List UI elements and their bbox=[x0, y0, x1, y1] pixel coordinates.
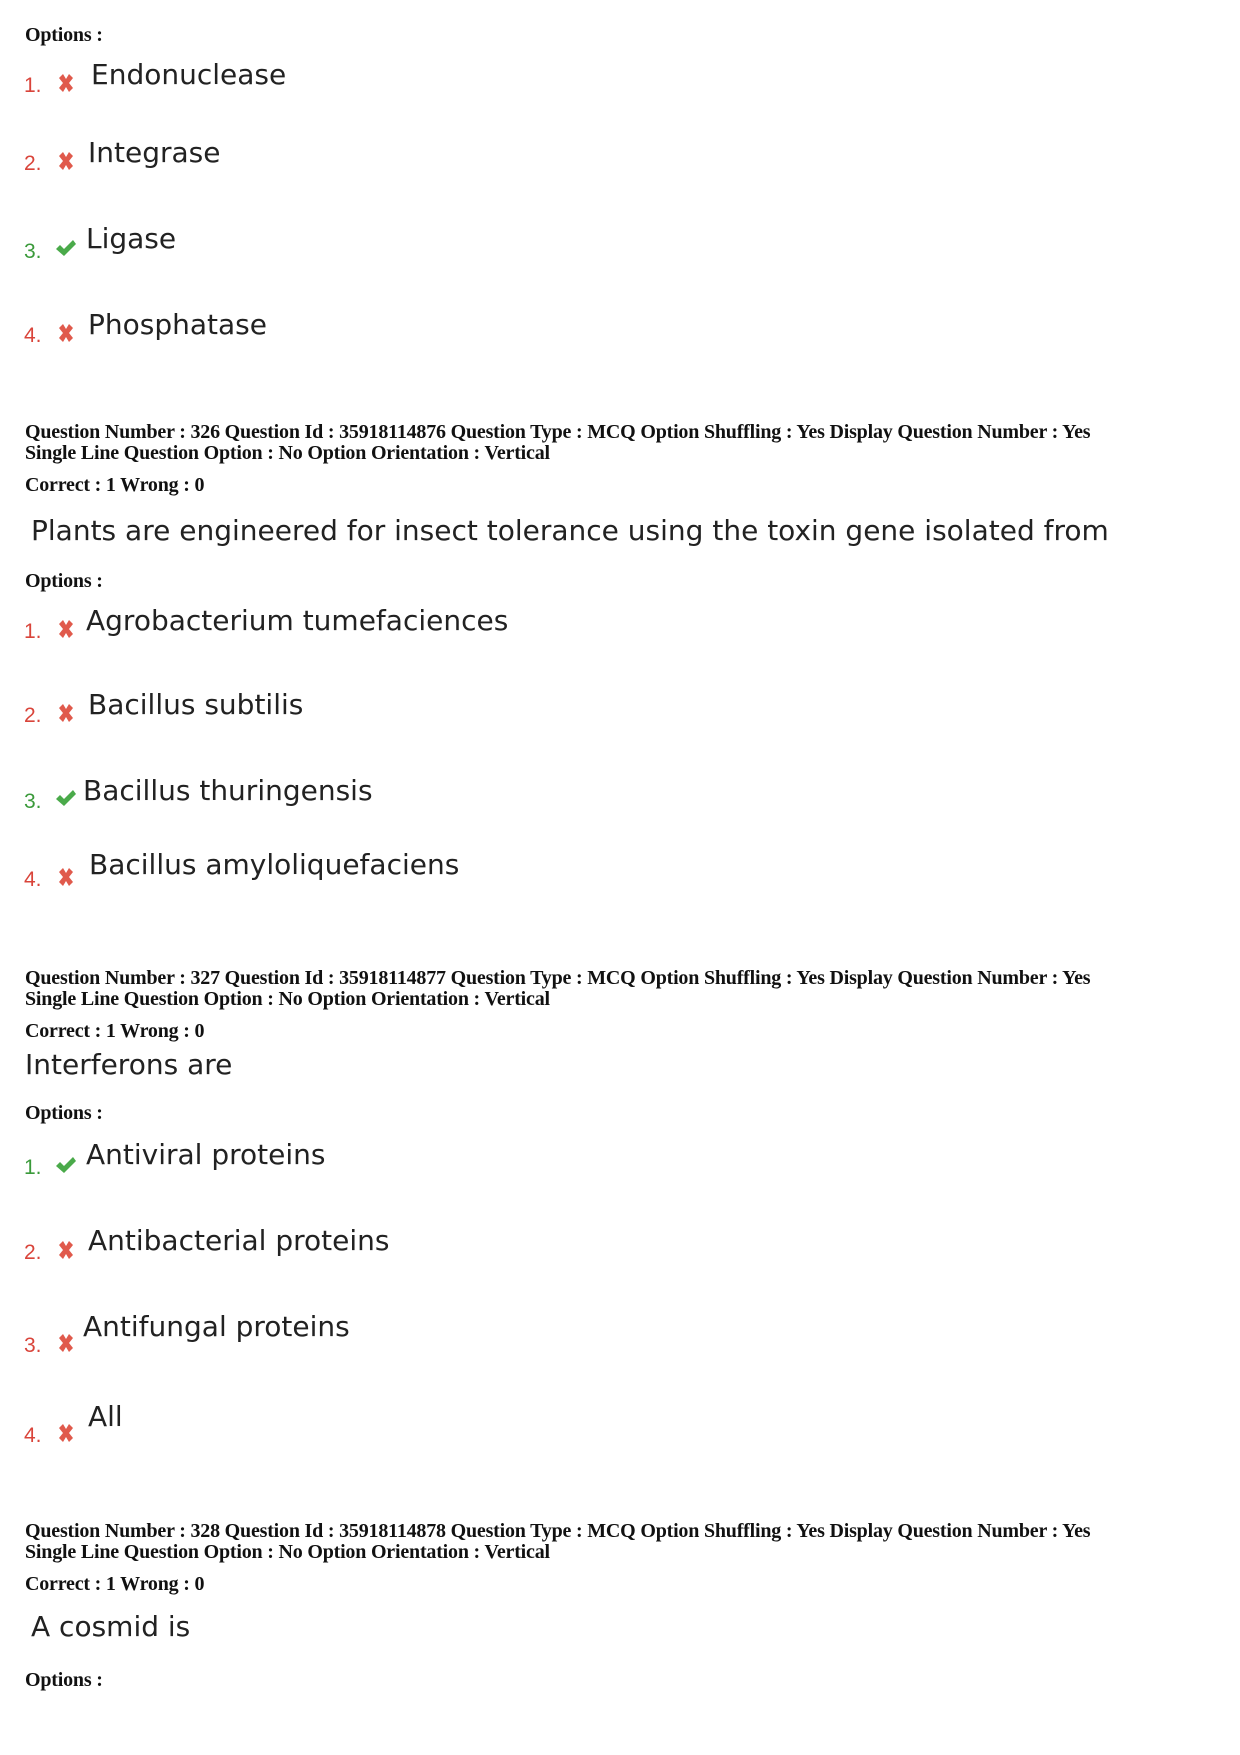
option-number: 1. bbox=[24, 74, 42, 97]
option-text: Integrase bbox=[88, 136, 221, 169]
cross-icon bbox=[54, 701, 78, 725]
option-number: 1. bbox=[24, 620, 42, 643]
cross-icon bbox=[54, 149, 78, 173]
options-label: Options : bbox=[25, 570, 103, 592]
option-text: Agrobacterium tumefaciences bbox=[86, 604, 509, 637]
option-4 bbox=[24, 848, 724, 898]
question-meta bbox=[25, 968, 1090, 1010]
option-number: 3. bbox=[24, 240, 42, 263]
question-meta-line: Question Number : 328 Question Id : 35918114878 Question Type : MCQ Option Shuffling : Yes Display Question Number : Yes bbox=[25, 1520, 1091, 1542]
option-3 bbox=[24, 774, 724, 824]
option-number: 4. bbox=[24, 1424, 42, 1447]
cross-icon bbox=[54, 1331, 78, 1355]
option-text: Bacillus amyloliquefaciens bbox=[89, 848, 460, 881]
option-text: Antibacterial proteins bbox=[88, 1224, 390, 1257]
option-2 bbox=[24, 136, 724, 186]
option-text: All bbox=[88, 1400, 123, 1433]
check-icon bbox=[54, 236, 78, 260]
score-line: Correct : 1 Wrong : 0 bbox=[25, 1020, 205, 1042]
option-text: Endonuclease bbox=[91, 58, 287, 91]
option-text: Antifungal proteins bbox=[83, 1310, 350, 1343]
option-number: 4. bbox=[24, 868, 42, 891]
question-meta-line: Single Line Question Option : No Option Orientation : Vertical bbox=[25, 1541, 550, 1563]
question-meta-line: Question Number : 327 Question Id : 35918114877 Question Type : MCQ Option Shuffling : Yes Display Question Number : Yes bbox=[25, 967, 1091, 989]
question-meta-line: Single Line Question Option : No Option Orientation : Vertical bbox=[25, 988, 550, 1010]
options-label: Options : bbox=[25, 1669, 103, 1691]
check-icon bbox=[54, 1153, 78, 1177]
option-4 bbox=[24, 308, 724, 358]
option-1 bbox=[24, 604, 724, 654]
option-number: 4. bbox=[24, 324, 42, 347]
options-label: Options : bbox=[25, 1102, 103, 1124]
cross-icon bbox=[54, 1238, 78, 1262]
option-1 bbox=[24, 1138, 724, 1188]
option-text: Antiviral proteins bbox=[86, 1138, 326, 1171]
cross-icon bbox=[54, 321, 78, 345]
score-line: Correct : 1 Wrong : 0 bbox=[25, 474, 205, 496]
option-text: Bacillus thuringensis bbox=[83, 774, 373, 807]
cross-icon bbox=[54, 617, 78, 641]
score-line: Correct : 1 Wrong : 0 bbox=[25, 1573, 205, 1595]
question-meta bbox=[25, 422, 1090, 464]
option-2 bbox=[24, 688, 724, 738]
cross-icon bbox=[54, 71, 78, 95]
option-text: Phosphatase bbox=[88, 308, 267, 341]
option-number: 3. bbox=[24, 790, 42, 813]
question-text: A cosmid is bbox=[31, 1610, 191, 1643]
option-number: 2. bbox=[24, 704, 42, 727]
question-text: Plants are engineered for insect tolerance using the toxin gene isolated from bbox=[31, 514, 1109, 547]
option-3 bbox=[24, 1310, 724, 1360]
cross-icon bbox=[54, 1421, 78, 1445]
option-number: 2. bbox=[24, 1241, 42, 1264]
option-1 bbox=[24, 58, 724, 108]
option-text: Ligase bbox=[86, 222, 177, 255]
question-text: Interferons are bbox=[25, 1048, 233, 1081]
option-3 bbox=[24, 222, 724, 272]
options-label: Options : bbox=[25, 24, 103, 46]
cross-icon bbox=[54, 865, 78, 889]
check-icon bbox=[54, 786, 78, 810]
question-meta-line: Question Number : 326 Question Id : 35918114876 Question Type : MCQ Option Shuffling : Yes Display Question Number : Yes bbox=[25, 421, 1091, 443]
option-2 bbox=[24, 1224, 724, 1274]
question-meta-line: Single Line Question Option : No Option Orientation : Vertical bbox=[25, 442, 550, 464]
option-number: 2. bbox=[24, 152, 42, 175]
option-4 bbox=[24, 1400, 724, 1450]
option-number: 1. bbox=[24, 1156, 42, 1179]
option-text: Bacillus subtilis bbox=[88, 688, 304, 721]
option-number: 3. bbox=[24, 1334, 42, 1357]
question-meta bbox=[25, 1521, 1090, 1563]
